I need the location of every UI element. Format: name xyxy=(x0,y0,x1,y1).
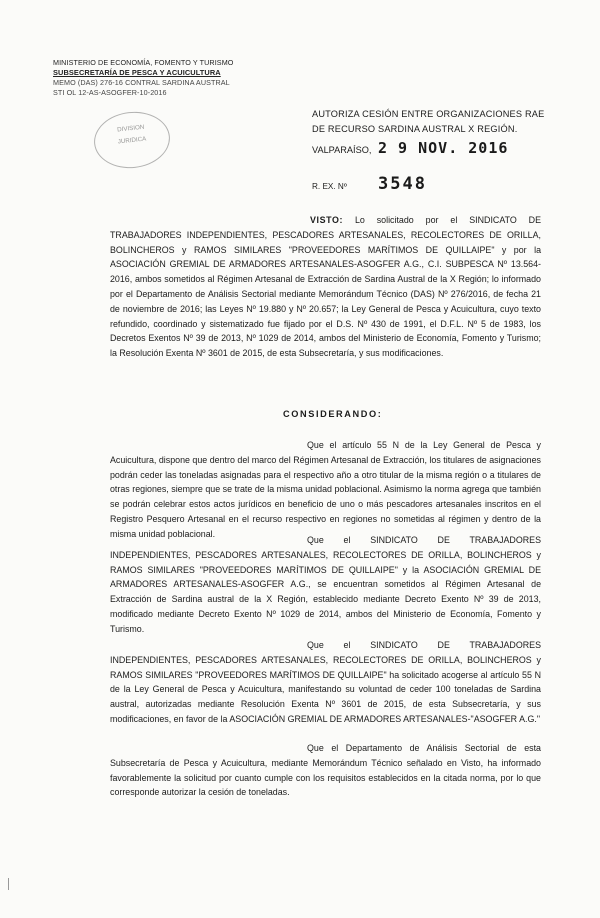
rex-number: 3548 xyxy=(378,174,427,194)
letterhead xyxy=(53,58,253,98)
juridica-stamp xyxy=(91,108,172,172)
visto-paragraph xyxy=(110,213,541,361)
considerando-paragraph xyxy=(110,638,541,727)
stamp-line-2: JURIDICA xyxy=(117,135,147,146)
considerando-paragraph xyxy=(110,741,541,800)
stamp-line-1: DIVISION xyxy=(116,123,145,134)
considerando-text: Que el SINDICATO DE TRABAJADORES INDEPENDIENTES, PESCADORES ARTESANALES, RECOLECTORES DE ORILLA, BOLINCHEROS y RAMOS SIMILARES "PROVEEDORES MARÍTIMOS DE QUILLAIPE" ha solicitado acogerse al artículo 55 N de la Ley General de Pesca y Acuicultura, manifestando su voluntad de ceder 100 toneladas de Sardina austral, autorizadas mediante Resolución Exenta Nº 3601 de 2015, de esta Subsecretaría, y sus modificaciones, en favor de la ASOCIACIÓN GREMIAL DE ARMADORES ARTESANALES-"ASOGFER A.G." xyxy=(110,640,541,724)
visto-label: VISTO: xyxy=(310,215,344,225)
considerando-paragraph xyxy=(110,533,541,637)
considerando-text: Que el SINDICATO DE TRABAJADORES INDEPENDIENTES, PESCADORES ARTESANALES, RECOLECTORES DE ORILLA, BOLINCHEROS y RAMOS SIMILARES "PROVEEDORES MARÍTIMOS DE QUILLAIPE" y la ASOCIACIÓN GREMIAL DE ARMADORES ARTESANALES-ASOGFER A.G., se encuentran sometidos al Régimen Artesanal de Extracción de Sardina austral de la X Región, establecido mediante Decreto Exento Nº 39 de 2013, modificado mediante Decreto Exento Nº 1029 de 2014, ambos del Ministerio de Economía, Fomento y Turismo. xyxy=(110,535,541,634)
considerando-heading: CONSIDERANDO: xyxy=(283,409,383,419)
resolution-subject: AUTORIZA CESIÓN ENTRE ORGANIZACIONES RAE DE RECURSO SARDINA AUSTRAL X REGIÓN. xyxy=(312,109,545,134)
reference-line-1: MEMO (DAS) 276-16 CONTRAL SARDINA AUSTRAL xyxy=(53,78,230,87)
visto-text: Lo solicitado por el SINDICATO DE TRABAJADORES INDEPENDIENTES, PESCADORES ARTESANALES, RECOLECTORES DE ORILLA, BOLINCHEROS y RAMOS SIMILARES "PROVEEDORES MARÍTIMOS DE QUILLAIPE" y por la ASOCIACIÓN GREMIAL DE ARMADORES ARTESANALES-ASOGFER A.G., C.I. SUBPESCA Nº 13.564-2016, ambos sometidos al Régimen Artesanal de Extracción de Sardina Austral de la X Región; lo informado por el Departamento de Análisis Sectorial mediante Memorándum Técnico (DAS) Nº 276/2016, de fecha 21 de noviembre de 2016; las Leyes Nº 19.880 y Nº 20.657; la Ley General de Pesca y Acuicultura, cuyo texto refundido, coordinado y sistematizado fue fijado por el D.S. Nº 430 de 1991, el D.F.L. Nº 5 de 1983, los Decretos Exentos Nº 39 de 2013, Nº 1029 de 2014, ambos del Ministerio de Economía, Fomento y Turismo; la Resolución Exenta Nº 3601 de 2015, de esta Subsecretaría, y sus modificaciones. xyxy=(110,215,541,359)
place: VALPARAÍSO, xyxy=(312,145,372,155)
considerando-text: Que el artículo 55 N de la Ley General de Pesca y Acuicultura, dispone que dentro del marco del Régimen Artesanal de Extracción, los titulares de asignaciones podrán ceder las toneladas asignadas para el respectivo año a otro titular de la misma región o a titulares de otras regiones, siempre que se trate de la misma unidad poblacional. Asimismo la norma agrega que también se podrán celebrar estos actos jurídicos en beneficio de uno o más pescadores artesanales inscritos en el Registro Pesquero Artesanal en el recurso respectivo en regiones no sometidas al régimen y dentro de la misma unidad poblacional. xyxy=(110,440,541,539)
scan-edge-mark xyxy=(8,878,17,890)
date-stamp: 2 9 NOV. 2016 xyxy=(378,139,509,157)
rex-label: R. EX. Nº xyxy=(312,182,347,191)
ministry-name: MINISTERIO DE ECONOMÍA, FOMENTO Y TURISMO xyxy=(53,58,234,67)
considerando-paragraph xyxy=(110,438,541,542)
reference-line-2: STI OL 12-AS-ASOGFER-10-2016 xyxy=(53,88,167,97)
subsecretaria-name: SUBSECRETARÍA DE PESCA Y ACUICULTURA xyxy=(53,68,221,77)
considerando-text: Que el Departamento de Análisis Sectorial de esta Subsecretaría de Pesca y Acuicultura, mediante Memorándum Técnico señalado en Visto, ha informado favorablemente la solicitud por cuanto cumple con los requisitos establecidos en la citada norma, por lo que corresponde autorizar la cesión de toneladas. xyxy=(110,743,541,798)
